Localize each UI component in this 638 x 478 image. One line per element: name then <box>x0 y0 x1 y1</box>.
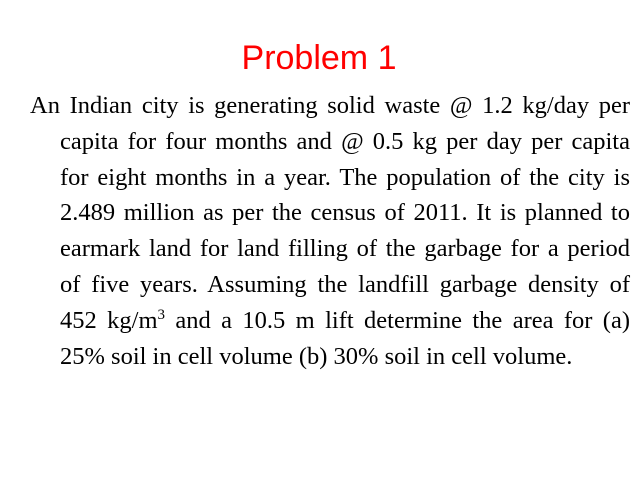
problem-text-part-2: and a 10.5 m lift determine the area for (a) 25% soil in cell volume (b) 30% soil in cell volume. <box>60 306 630 370</box>
problem-statement <box>30 88 630 374</box>
slide-title: Problem 1 <box>241 39 397 77</box>
superscript-exponent: 3 <box>157 306 165 323</box>
problem-text-part-1: An Indian city is generating solid waste @ 1.2 kg/day per capita for four months and @ 0.5 kg per day per capita for eight months in a year. The population of the city is 2.489 million as per the census of 2011. It is planned to earmark land for land filling of the garbage for a period of five years. Assuming the landfill garbage density of 452 kg/m <box>30 92 630 334</box>
